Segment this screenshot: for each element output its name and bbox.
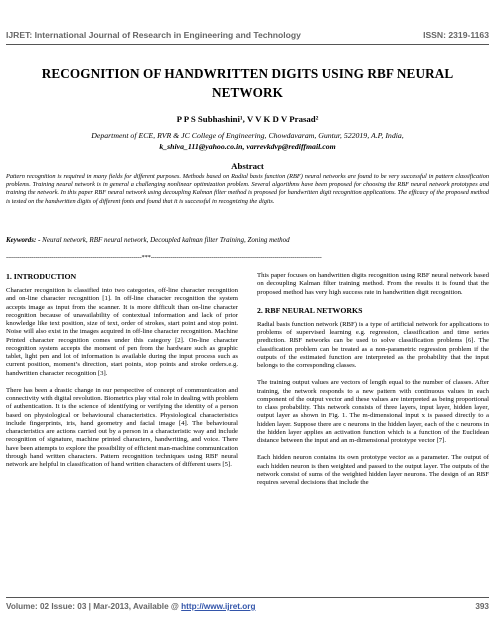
left-column bbox=[6, 272, 238, 478]
abstract-text: Pattern recognition is required in many fields for different purposes. Methods based on Radial basis function (RBF) neural networks are found to be very successful in pattern classification problems. Training neural network is in general a challenging nonlinear optimization problem. Several algorithms have been proposed for choosing the RBF neural network prototypes and training the network. In this paper RBF neural network using decoupling Kalman filter method is proposed for handwritten digit recognition applications. The efficacy of the proposed method is tested on the handwritten digits of different fonts and found that it is successful in recognizing the digits. bbox=[6, 173, 489, 205]
affiliation-block bbox=[20, 130, 475, 152]
journal-link[interactable]: http://www.ijret.org bbox=[181, 602, 256, 611]
footer-rule bbox=[6, 597, 489, 598]
authors: P P S Subhashini¹, V V K D V Prasad² bbox=[176, 114, 319, 124]
keywords bbox=[6, 236, 489, 244]
intro-paragraph-1: Character recognition is classified into two categories, off-line character recognition and on-line character recognition [1]. In off-line character recognition the system accepts image as input from the scanner. It is more difficult than on-line character recognition because of unavailability of contextual information and lack of prior knowledge like text position, size of text, order of strokes, start point and stop point. Noise will also exist in the images acquired in off-line character recognition. Machine Printed character recognition comes under this category [2]. On-line character recognition system accepts the moment of pen from the hardware such as graphic tablet, light pen and lot of information is available during the input process such as current position, moment’s direction, start points, stop points and stroke orders.e.g. handwritten character recognition [3]. bbox=[6, 287, 238, 377]
journal-header bbox=[6, 24, 489, 42]
rbf-heading: 2. RBF NEURAL NETWORKS bbox=[257, 305, 363, 315]
rbf-paragraph-3: Each hidden neuron contains its own prototype vector as a parameter. The output of each hidden neuron is then weighted and passed to the output layer. The outputs of the network consist of sums of the weighted hidden layer neurons. The design of an RBF requires several decisions that include the bbox=[257, 454, 489, 486]
rbf-paragraph-2: The training output values are vectors of length equal to the number of classes. After training, the network responds to a new pattern with continuous values in each component of the output vector and these values are interpreted as being proportional to class probability. This network consists of three layers, input layer, hidden layer, output layer as shown in Fig. 1. The m-dimensional input x is passed directly to a hidden layer. Suppose there are c neurons in the hidden layer, each of the c neurons in the hidden layer applies an activation function which is a function of the Euclidean distance between the input and an m-dimensional prototype vector [7]. bbox=[257, 379, 489, 444]
keywords-list: Neural network, RBF neural network, Decoupled kalman filter Training, Zoning method bbox=[40, 236, 290, 244]
intro-paragraph-3: This paper focuses on handwritten digits recognition using RBF neural network based on decoupling Kalman filter training method. From the results it is found that the proposed method has very high success rate in handwritten digit recognition. bbox=[257, 272, 489, 296]
right-column bbox=[257, 272, 489, 496]
emails: k_shiva_111@yahoo.co.in, varrevkdvp@rediffmail.com bbox=[159, 142, 336, 151]
rbf-paragraph-1: Radial basis function network (RBF) is a type of artificial network for applications to problems of supervised learning e.g. regression, classification and time series prediction. RBF networks can be used to solve classification problems [6]. The classification problem can be treated as a non-parametric regression problem if the outputs of the estimated function are interpreted as the probability that the input belongs to the corresponding classes. bbox=[257, 320, 489, 369]
page-footer bbox=[6, 602, 489, 614]
paper-title: RECOGNITION OF HANDWRITTEN DIGITS USING RBF NEURAL NETWORK bbox=[41, 66, 454, 100]
issn: ISSN: 2319-1163 bbox=[423, 30, 489, 40]
header-rule bbox=[6, 44, 489, 45]
footer-volume bbox=[6, 602, 255, 611]
intro-paragraph-2: There has been a drastic change in our perspective of concept of communication and connectivity with digital revolution. Biometrics play vital role in dealing with problem of authentication. It is the science of identifying or verifying the identity of a person based on physiological or behavioural characteristics. Physiological characteristics include fingerprints, iris, hand geometry and facial image [4]. The behavioural characteristics are actions carried out by a person in a characteristic way and include recognition of signature, machine printed characters, handwriting, and voice. There have been attempts to explore the possibility of efficient man-machine communication through hand written characters. Pattern recognition techniques using RBF neural network are helpful in classification of hand written characters of different users [5]. bbox=[6, 386, 238, 468]
affiliation: Department of ECE, RVR & JC College of Engineering, Chowdavaram, Guntur, 522019, A.P, India, bbox=[91, 131, 404, 140]
section-separator: ---------------------------------------------------------------------***--------------------------------------------------------------------------------------- bbox=[6, 254, 322, 261]
volume-info: Volume: 02 Issue: 03 | Mar-2013, Available @ bbox=[6, 602, 182, 611]
abstract-heading: Abstract bbox=[231, 161, 264, 171]
journal-name: IJRET: International Journal of Research in Engineering and Technology bbox=[6, 30, 301, 40]
intro-heading: 1. INTRODUCTION bbox=[6, 272, 77, 281]
keywords-label: Keywords: - bbox=[6, 236, 41, 244]
page-number: 393 bbox=[475, 602, 489, 611]
